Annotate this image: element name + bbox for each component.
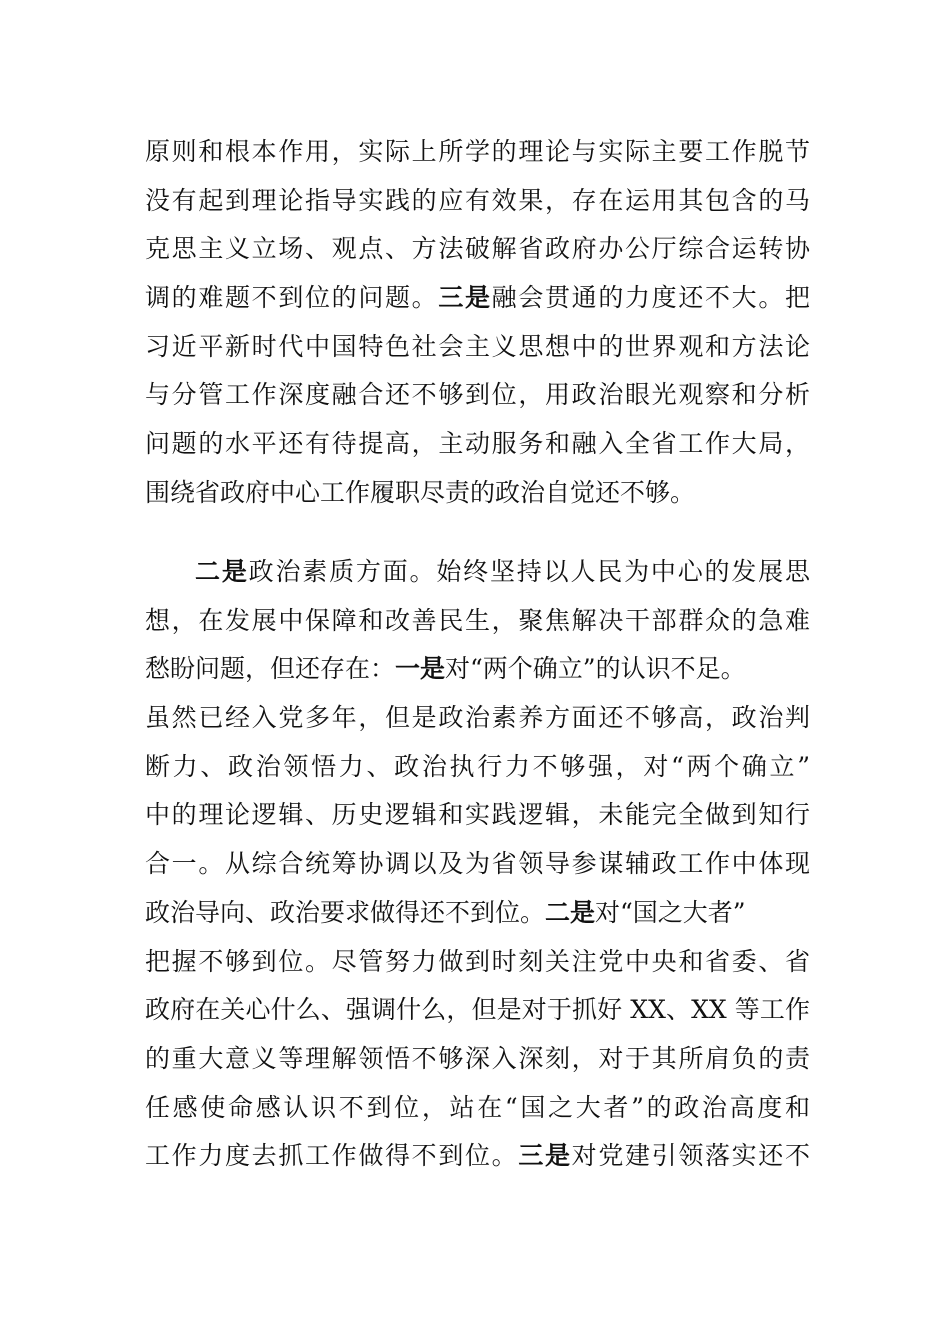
text-line <box>145 469 810 518</box>
text-line <box>145 645 810 694</box>
text-line <box>145 1035 810 1084</box>
bold-marker: 一是 <box>395 654 446 684</box>
bold-marker: 二是 <box>195 557 249 586</box>
text-segment: 问题的水平还有待提高，主动服务和融入全省工作大局， <box>145 429 810 459</box>
text-line <box>145 938 810 987</box>
text-line <box>145 548 810 597</box>
text-segment: 对党建引领落实还不 <box>571 1141 810 1171</box>
text-segment: 习近平新时代中国特色社会主义思想中的世界观和方法论 <box>145 331 810 361</box>
text-segment: 融会贯通的力度还不大。把 <box>491 283 810 313</box>
text-line <box>145 371 810 420</box>
text-segment: 政府在关心什么、强调什么，但是对于抓好 XX、XX 等工作 <box>145 995 810 1025</box>
text-line <box>145 1132 810 1181</box>
text-line <box>145 1084 810 1133</box>
text-segment: 工作力度去抓工作做得不到位。 <box>145 1141 519 1171</box>
text-segment: 调的难题不到位的问题。 <box>145 283 439 313</box>
text-segment: 与分管工作深度融合还不够到位，用政治眼光观察和分析 <box>145 380 810 410</box>
paragraph-2 <box>145 548 810 1181</box>
text-segment: 没有起到理论指导实践的应有效果，存在运用其包含的马 <box>145 185 810 215</box>
bold-marker: 三是 <box>438 283 492 313</box>
text-line <box>145 128 810 177</box>
text-segment: 中的理论逻辑、历史逻辑和实践逻辑，未能完全做到知行 <box>145 800 810 830</box>
text-line <box>145 323 810 372</box>
text-segment: 政治导向、政治要求做得还不到位。 <box>145 897 546 927</box>
text-line <box>145 791 810 840</box>
text-segment: 政治素质方面。始终坚持以人民为中心的发展思 <box>248 557 810 586</box>
text-line <box>145 743 810 792</box>
text-line <box>145 840 810 889</box>
text-segment: 断力、政治领悟力、政治执行力不够强，对“两个确立” <box>145 751 810 781</box>
text-line <box>145 597 810 646</box>
text-segment: 对“两个确立”的认识不足。 <box>445 654 746 684</box>
text-segment: 任感使命感认识不到位，站在“国之大者”的政治高度和 <box>145 1092 810 1122</box>
text-segment: 愁盼问题，但还存在： <box>145 654 396 684</box>
text-line <box>145 274 810 323</box>
text-segment: 合一。从综合统筹协调以及为省领导参谋辅政工作中体现 <box>145 849 810 879</box>
text-line <box>145 986 810 1035</box>
bold-marker: 二是 <box>545 897 596 927</box>
text-segment: 虽然已经入党多年，但是政治素养方面还不够高，政治判 <box>145 703 810 733</box>
text-segment: 想，在发展中保障和改善民生，聚焦解决干部群众的急难 <box>145 605 810 635</box>
text-line <box>145 225 810 274</box>
text-line <box>145 177 810 226</box>
text-segment: 围绕省政府中心工作履职尽责的政治自觉还不够。 <box>145 477 696 507</box>
text-segment: 的重大意义等理解领悟不够深入深刻，对于其所肩负的责 <box>145 1043 810 1073</box>
text-line <box>145 694 810 743</box>
text-segment: 克思主义立场、观点、方法破解省政府办公厅综合运转协 <box>145 234 810 264</box>
text-segment: 对“国之大者” <box>595 897 746 927</box>
paragraph-1 <box>145 128 810 518</box>
text-segment: 把握不够到位。尽管努力做到时刻关注党中央和省委、省 <box>145 946 810 976</box>
text-line <box>145 420 810 469</box>
bold-marker: 三是 <box>518 1141 572 1171</box>
text-segment: 原则和根本作用，实际上所学的理论与实际主要工作脱节 <box>145 137 810 166</box>
text-line <box>145 889 810 938</box>
